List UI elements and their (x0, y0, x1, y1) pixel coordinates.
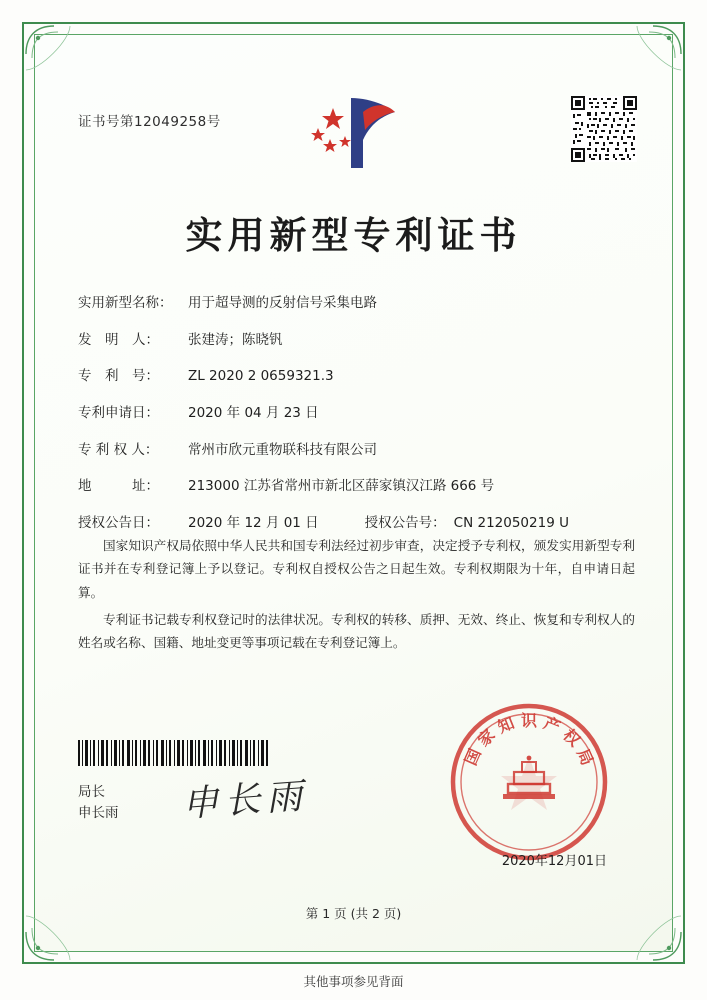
page-title: 实用新型专利证书 (185, 214, 522, 257)
seal-date: 2020年12月01日 (501, 854, 607, 869)
legal-paragraph-1: 国家知识产权局依照中华人民共和国专利法经过初步审查，决定授予专利权，颁发实用新型专利证书并在专利登记簿上予以登记。专利权自授权公告之日起生效。专利权期限为十年，自申请日起算。 (78, 538, 635, 600)
field-row (78, 368, 637, 384)
field-row (78, 332, 637, 348)
certificate-number-suffix: 号 (206, 114, 221, 130)
cnipa-logo-icon (299, 90, 409, 178)
field-label-name: 实用新型名称： (78, 295, 173, 311)
field-row (78, 478, 637, 494)
field-label-inventor: 发 明 人： (78, 331, 159, 348)
handwritten-signature: 申长雨 (180, 775, 310, 825)
field-label-application-date: 专利申请日： (78, 405, 159, 422)
field-value-application-date: 2020 年 04 月 23 日 (188, 405, 319, 422)
red-official-seal-icon (447, 700, 611, 864)
barcode-icon (78, 740, 270, 766)
field-row (78, 295, 637, 311)
patent-fields (78, 295, 637, 552)
legal-paragraph-2: 专利证书记载专利权登记时的法律状况。专利权的转移、质押、无效、终止、恢复和专利权人的姓名或名称、国籍、地址变更等事项记载在专利登记簿上。 (78, 611, 635, 651)
field-label-patent-no: 专 利 号： (78, 368, 159, 385)
field-label-grant-date: 授权公告日： (78, 515, 159, 532)
signature-block (78, 782, 119, 824)
svg-text:局: 局 (573, 745, 598, 769)
field-row (78, 442, 637, 458)
certificate-number-label: 证书号第 (78, 114, 134, 130)
svg-text:国: 国 (460, 745, 485, 769)
field-label-patentee: 专 利 权 人： (78, 441, 159, 458)
certificate-number (78, 110, 221, 130)
page-indicator: 第 1 页 (共 2 页) (305, 906, 402, 921)
svg-text:知: 知 (494, 713, 517, 737)
field-value-name: 用于超导测的反射信号采集电路 (188, 295, 377, 311)
signature-role: 局长 (78, 784, 105, 800)
qr-code-icon (571, 96, 637, 162)
field-value-patent-no: ZL 2020 2 0659321.3 (188, 368, 334, 385)
field-row (78, 515, 637, 531)
svg-text:家: 家 (473, 725, 499, 751)
svg-text:权: 权 (559, 725, 585, 751)
field-value-publication-no: CN 212050219 U (453, 515, 569, 532)
field-label-address: 地 址： (78, 478, 159, 495)
field-value-inventor: 张建涛；陈晓钒 (188, 331, 283, 348)
svg-text:产: 产 (541, 713, 564, 737)
field-value-address: 213000 江苏省常州市新北区薛家镇汉江路 666 号 (188, 478, 495, 495)
field-value-grant-date: 2020 年 12 月 01 日 (188, 515, 319, 532)
field-row (78, 405, 637, 421)
legal-text (78, 534, 635, 658)
svg-text:识: 识 (520, 711, 538, 730)
signature-name: 申长雨 (78, 804, 119, 821)
field-label-publication-no: 授权公告号： (364, 515, 446, 532)
certificate-content (60, 60, 647, 930)
footnote: 其他事项参见背面 (303, 974, 404, 989)
field-value-patentee: 常州市欣元重物联科技有限公司 (188, 441, 377, 458)
certificate-number-value: 12049258 (134, 114, 207, 130)
